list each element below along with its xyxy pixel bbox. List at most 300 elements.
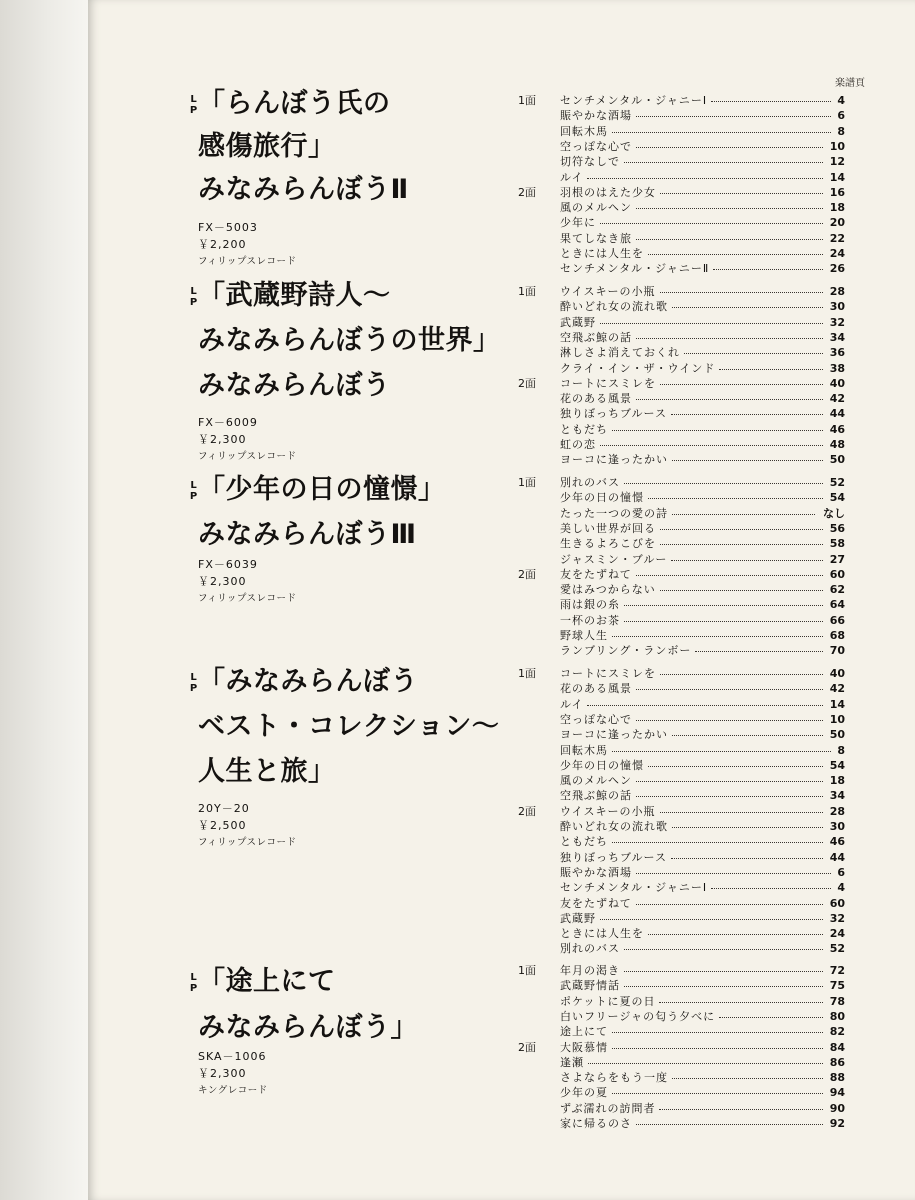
track-title: ずぶ濡れの訪問者 xyxy=(560,1101,656,1115)
track-page-number: 50 xyxy=(829,453,845,467)
record-label: フィリップスレコード xyxy=(198,451,297,462)
side-label: 1面 xyxy=(518,964,536,977)
track-title: 酔いどれ女の流れ歌 xyxy=(560,820,668,833)
track-page-number: 36 xyxy=(829,346,845,360)
track-title: 武蔵野情話 xyxy=(560,979,620,993)
track-page-number: 32 xyxy=(829,315,845,329)
track-title: 美しい世界が回る xyxy=(560,521,656,535)
dot-leader xyxy=(624,971,823,973)
track-title: 一杯のお茶 xyxy=(560,613,620,627)
dot-leader xyxy=(719,1017,823,1019)
track-page-number: 40 xyxy=(829,376,845,390)
track-row xyxy=(518,963,845,978)
track-page-number: 18 xyxy=(829,774,845,788)
dot-leader xyxy=(672,1078,823,1080)
track-page-number: 24 xyxy=(829,247,845,260)
track-row xyxy=(518,93,845,108)
track-title: 賑やかな酒場 xyxy=(560,109,632,123)
track-title: クライ・イン・ザ・ウインド xyxy=(560,361,716,375)
track-row xyxy=(518,452,845,467)
catalog-number: SKA－1006 xyxy=(198,1050,267,1063)
side-label: 2面 xyxy=(518,1040,536,1054)
track-page-number: 14 xyxy=(829,170,845,184)
track-row xyxy=(518,330,845,345)
dot-leader xyxy=(672,514,815,516)
track-page-number: 72 xyxy=(829,964,845,977)
track-title: たった一つの愛の詩 xyxy=(560,506,668,520)
track-row xyxy=(518,926,845,941)
dot-leader xyxy=(648,498,823,500)
track-page-number: 60 xyxy=(829,567,845,581)
album-title-line: みなみらんぼう」 xyxy=(198,1012,418,1043)
album-price: ￥2,200 xyxy=(198,238,247,251)
dot-leader xyxy=(711,888,831,890)
track-row xyxy=(518,422,845,437)
dot-leader xyxy=(612,1032,823,1034)
track-row xyxy=(518,681,845,696)
track-title: 風のメルヘン xyxy=(560,201,632,215)
track-page-number: 4 xyxy=(837,94,845,107)
page-column-header: 楽譜頁 xyxy=(835,78,865,89)
lp-mark-letter: P xyxy=(189,297,198,308)
track-page-number: 28 xyxy=(829,285,845,298)
dot-leader xyxy=(600,323,823,325)
track-page-number: 14 xyxy=(829,697,845,711)
album-title-line: 感傷旅行」 xyxy=(198,131,336,162)
track-page-number: 34 xyxy=(829,789,845,803)
album-price: ￥2,300 xyxy=(198,433,247,446)
track-title: 花のある風景 xyxy=(560,682,632,696)
dot-leader xyxy=(713,269,823,271)
track-row xyxy=(518,773,845,788)
track-title: 賑やかな酒場 xyxy=(560,865,632,879)
track-row xyxy=(518,215,845,230)
track-title: 途上にて xyxy=(560,1025,608,1039)
dot-leader xyxy=(660,529,823,531)
track-row xyxy=(518,536,845,551)
track-row xyxy=(518,628,845,643)
track-page-number: 6 xyxy=(837,109,845,123)
dot-leader xyxy=(612,842,823,844)
side-label: 2面 xyxy=(518,567,536,581)
dot-leader xyxy=(672,827,823,829)
track-row xyxy=(518,124,845,139)
track-row xyxy=(518,697,845,712)
track-title: 独りぼっちブルース xyxy=(560,407,668,421)
dot-leader xyxy=(587,178,823,180)
dot-leader xyxy=(612,132,831,134)
lp-mark-letter: L xyxy=(190,94,197,105)
dot-leader xyxy=(660,292,823,294)
track-title: 風のメルヘン xyxy=(560,774,632,788)
track-row xyxy=(518,361,845,376)
track-row xyxy=(518,200,845,215)
track-title: ジャスミン・ブルー xyxy=(560,552,668,566)
track-row xyxy=(518,758,845,773)
track-page-number: 92 xyxy=(829,1117,845,1130)
track-title: ヨーコに逢ったかい xyxy=(560,453,668,467)
album-price: ￥2,300 xyxy=(198,1067,247,1080)
dot-leader xyxy=(636,147,823,149)
track-title: 虹の恋 xyxy=(560,438,596,451)
track-row xyxy=(518,1040,845,1055)
track-row xyxy=(518,552,845,567)
dot-leader xyxy=(672,307,823,309)
lp-mark-letter: L xyxy=(190,972,197,983)
track-row xyxy=(518,896,845,911)
track-row xyxy=(518,376,845,391)
track-page-number: 46 xyxy=(829,835,845,849)
track-row xyxy=(518,941,845,956)
track-page-number: 30 xyxy=(829,820,845,833)
track-row xyxy=(518,1116,845,1131)
album-price: ￥2,500 xyxy=(198,819,247,832)
track-title: ウイスキーの小瓶 xyxy=(560,285,656,298)
track-row xyxy=(518,597,845,612)
track-page-number: 22 xyxy=(829,231,845,245)
track-title: 雨は銀の糸 xyxy=(560,598,620,612)
dot-leader xyxy=(671,414,823,416)
track-title: 生きるよろこびを xyxy=(560,537,656,551)
album-title-line: 「少年の日の憧憬」 xyxy=(198,474,446,505)
track-page-number: 54 xyxy=(829,491,845,505)
lp-mark-letter: P xyxy=(189,983,198,994)
track-row xyxy=(518,1085,845,1100)
track-page-number: 40 xyxy=(829,667,845,680)
track-title: 少年の夏 xyxy=(560,1086,608,1100)
track-title: コートにスミレを xyxy=(560,376,656,390)
track-row xyxy=(518,834,845,849)
track-page-number: 30 xyxy=(829,300,845,314)
track-row xyxy=(518,911,845,926)
track-page-number: 82 xyxy=(829,1025,845,1039)
track-title: ともだち xyxy=(560,835,608,849)
lp-mark-letter: P xyxy=(189,491,198,502)
track-row xyxy=(518,1009,845,1024)
track-row xyxy=(518,108,845,123)
track-row xyxy=(518,170,845,185)
track-page-number: 44 xyxy=(829,850,845,864)
dot-leader xyxy=(660,812,823,814)
catalog-number: FX－6009 xyxy=(198,416,258,429)
track-title: コートにスミレを xyxy=(560,667,656,680)
track-title: さよならをもう一度 xyxy=(560,1071,668,1085)
track-row xyxy=(518,490,845,505)
dot-leader xyxy=(684,353,823,355)
track-page-number: 50 xyxy=(829,728,845,742)
track-page-number: 16 xyxy=(829,185,845,199)
track-title: 回転木馬 xyxy=(560,124,608,138)
track-page-number: 94 xyxy=(829,1086,845,1100)
side-label: 1面 xyxy=(518,94,536,107)
track-row xyxy=(518,666,845,681)
track-page-number: 26 xyxy=(829,262,845,276)
track-page-number: 10 xyxy=(829,139,845,153)
dot-leader xyxy=(600,919,823,921)
track-title: 年月の渇き xyxy=(560,964,620,977)
record-label: フィリップスレコード xyxy=(198,593,297,604)
track-row xyxy=(518,1101,845,1116)
track-title: 別れのバス xyxy=(560,476,620,489)
album-title-line: みなみらんぼうⅢ xyxy=(198,519,417,550)
track-row xyxy=(518,475,845,490)
track-page-number: 18 xyxy=(829,201,845,215)
track-title: 独りぼっちブルース xyxy=(560,850,668,864)
track-row xyxy=(518,521,845,536)
dot-leader xyxy=(719,369,823,371)
track-row xyxy=(518,284,845,299)
track-page-number: 8 xyxy=(837,743,845,757)
track-title: ともだち xyxy=(560,422,608,436)
album-title-line: 人生と旅」 xyxy=(198,756,336,787)
album-title-line: ベスト・コレクション～ xyxy=(198,711,500,742)
track-row xyxy=(518,185,845,200)
track-page-number: 42 xyxy=(829,682,845,696)
track-row xyxy=(518,1024,845,1039)
track-row xyxy=(518,850,845,865)
track-row xyxy=(518,506,845,521)
track-title: 大阪慕情 xyxy=(560,1040,608,1054)
album-title-line: みなみらんぼう xyxy=(198,370,391,401)
track-page-number: 8 xyxy=(837,124,845,138)
track-row xyxy=(518,154,845,169)
track-page-number: 20 xyxy=(829,216,845,230)
track-title: ルイ xyxy=(560,170,584,184)
track-title: 逢瀬 xyxy=(560,1055,584,1069)
track-row xyxy=(518,406,845,421)
side-label: 1面 xyxy=(518,667,536,680)
dot-leader xyxy=(612,1093,823,1095)
side-label: 1面 xyxy=(518,476,536,489)
dot-leader xyxy=(636,208,823,210)
album-title-line: みなみらんぼうⅡ xyxy=(198,174,409,205)
track-page-number: 75 xyxy=(829,979,845,993)
lp-mark-letter: L xyxy=(190,672,197,683)
lp-mark-letter: P xyxy=(189,105,198,116)
track-row xyxy=(518,261,845,276)
dot-leader xyxy=(636,338,823,340)
dot-leader xyxy=(636,873,831,875)
track-page-number: 52 xyxy=(829,476,845,489)
side-label: 2面 xyxy=(518,185,536,199)
track-title: 空っぽな心で xyxy=(560,139,632,153)
record-label: フィリップスレコード xyxy=(198,256,297,267)
track-row xyxy=(518,994,845,1009)
book-binding-edge xyxy=(0,0,88,1200)
lp-mark-letter: L xyxy=(190,286,197,297)
track-page-number: 78 xyxy=(829,994,845,1008)
track-page-number: 68 xyxy=(829,629,845,642)
track-title: ときには人生を xyxy=(560,247,644,260)
album-price: ￥2,300 xyxy=(198,575,247,588)
dot-leader xyxy=(660,590,823,592)
dot-leader xyxy=(587,705,823,707)
dot-leader xyxy=(711,101,831,103)
track-title: 切符なしで xyxy=(560,155,620,169)
album-title-line: 「武蔵野詩人～ xyxy=(198,280,391,311)
track-page-number: 66 xyxy=(829,613,845,627)
track-title: 愛はみつからない xyxy=(560,583,656,597)
track-title: センチメンタル・ジャニーⅠ xyxy=(560,94,708,107)
track-page-number: 90 xyxy=(829,1101,845,1115)
track-page-number: 12 xyxy=(829,155,845,169)
track-page-number: 6 xyxy=(837,865,845,879)
track-page-number: 34 xyxy=(829,330,845,344)
track-title: 少年の日の憧憬 xyxy=(560,758,644,772)
dot-leader xyxy=(612,430,823,432)
track-page-number: 27 xyxy=(829,552,845,566)
track-row xyxy=(518,391,845,406)
track-page-number: 88 xyxy=(829,1071,845,1085)
track-row xyxy=(518,712,845,727)
track-page-number: 58 xyxy=(829,537,845,551)
track-title: 酔いどれ女の流れ歌 xyxy=(560,300,668,314)
dot-leader xyxy=(660,193,823,195)
track-page-number: 80 xyxy=(829,1009,845,1023)
track-page-number: 60 xyxy=(829,896,845,910)
dot-leader xyxy=(659,1002,823,1004)
dot-leader xyxy=(695,651,823,653)
track-row xyxy=(518,345,845,360)
track-title: 空っぽな心で xyxy=(560,712,632,726)
track-page-number: 54 xyxy=(829,758,845,772)
dot-leader xyxy=(636,1124,823,1126)
dot-leader xyxy=(636,904,823,906)
track-title: 花のある風景 xyxy=(560,392,632,406)
dot-leader xyxy=(624,483,823,485)
track-row xyxy=(518,788,845,803)
track-row xyxy=(518,139,845,154)
track-row xyxy=(518,643,845,658)
dot-leader xyxy=(612,751,831,753)
track-page-number: 46 xyxy=(829,422,845,436)
album-title-line: 「途上にて xyxy=(198,966,336,997)
track-title: ポケットに夏の日 xyxy=(560,994,656,1008)
track-title: センチメンタル・ジャニーⅠ xyxy=(560,881,708,895)
track-page-number: 44 xyxy=(829,407,845,421)
track-title: 空飛ぶ鯨の話 xyxy=(560,330,632,344)
dot-leader xyxy=(624,949,823,951)
track-page-number: 38 xyxy=(829,361,845,375)
dot-leader xyxy=(636,116,831,118)
catalog-number: FX－6039 xyxy=(198,558,258,571)
dot-leader xyxy=(624,986,823,988)
track-page-number: 64 xyxy=(829,598,845,612)
album-title-line: みなみらんぼうの世界」 xyxy=(198,325,501,356)
dot-leader xyxy=(624,621,823,623)
track-page-number: 70 xyxy=(829,644,845,658)
album-title-line: 「みなみらんぼう xyxy=(198,666,418,697)
track-title: 別れのバス xyxy=(560,942,620,956)
dot-leader xyxy=(659,1109,823,1111)
track-page-number: 86 xyxy=(829,1055,845,1069)
track-title: ルイ xyxy=(560,697,584,711)
dot-leader xyxy=(636,575,823,577)
track-page-number: 62 xyxy=(829,583,845,597)
track-row xyxy=(518,613,845,628)
track-title: 武蔵野 xyxy=(560,315,596,329)
track-row xyxy=(518,246,845,261)
track-page-number: 10 xyxy=(829,712,845,726)
track-row xyxy=(518,880,845,895)
catalog-number: 20Y－20 xyxy=(198,802,250,815)
track-title: ときには人生を xyxy=(560,927,644,941)
track-page-number: 28 xyxy=(829,804,845,818)
track-row xyxy=(518,804,845,819)
track-row xyxy=(518,743,845,758)
track-title: 羽根のはえた少女 xyxy=(560,185,656,199)
track-title: ウイスキーの小瓶 xyxy=(560,804,656,818)
track-row xyxy=(518,1070,845,1085)
dot-leader xyxy=(636,399,823,401)
track-title: 少年に xyxy=(560,216,596,230)
track-row xyxy=(518,727,845,742)
dot-leader xyxy=(648,934,823,936)
album-title-line: 「らんぼう氏の xyxy=(198,88,391,119)
side-label: 2面 xyxy=(518,376,536,390)
dot-leader xyxy=(600,445,823,447)
side-label: 2面 xyxy=(518,804,536,818)
track-row xyxy=(518,299,845,314)
dot-leader xyxy=(612,1048,823,1050)
dot-leader xyxy=(671,560,823,562)
track-page-number: 24 xyxy=(829,927,845,941)
dot-leader xyxy=(624,605,823,607)
track-page-number: 56 xyxy=(829,521,845,535)
dot-leader xyxy=(588,1063,823,1065)
track-title: 野球人生 xyxy=(560,629,608,642)
dot-leader xyxy=(636,720,823,722)
track-title: 白いフリージャの匂う夕べに xyxy=(560,1009,716,1023)
track-title: 果てしなき旅 xyxy=(560,231,632,245)
track-page-number: 32 xyxy=(829,911,845,925)
track-title: 淋しさよ消えておくれ xyxy=(560,346,680,360)
track-page-number: 42 xyxy=(829,392,845,406)
record-label: キングレコード xyxy=(198,1085,268,1096)
record-label: フィリップスレコード xyxy=(198,837,297,848)
dot-leader xyxy=(636,239,823,241)
track-row xyxy=(518,582,845,597)
dot-leader xyxy=(660,544,823,546)
track-title: ヨーコに逢ったかい xyxy=(560,728,668,742)
track-row xyxy=(518,567,845,582)
dot-leader xyxy=(648,254,823,256)
track-title: センチメンタル・ジャニーⅡ xyxy=(560,262,710,276)
catalog-number: FX－5003 xyxy=(198,221,258,234)
track-title: 空飛ぶ鯨の話 xyxy=(560,789,632,803)
dot-leader xyxy=(636,796,823,798)
track-page-number: 48 xyxy=(829,438,845,451)
dot-leader xyxy=(660,674,823,676)
track-page-number: 52 xyxy=(829,942,845,956)
dot-leader xyxy=(648,766,823,768)
track-title: ランブリング・ランボー xyxy=(560,644,692,658)
track-title: 回転木馬 xyxy=(560,743,608,757)
track-page-number: なし xyxy=(823,506,845,520)
dot-leader xyxy=(672,460,823,462)
dot-leader xyxy=(660,384,823,386)
track-row xyxy=(518,865,845,880)
side-label: 1面 xyxy=(518,285,536,298)
track-row xyxy=(518,315,845,330)
lp-mark-letter: L xyxy=(190,480,197,491)
dot-leader xyxy=(636,781,823,783)
dot-leader xyxy=(672,735,823,737)
track-title: 家に帰るのさ xyxy=(560,1117,632,1130)
track-row xyxy=(518,231,845,246)
lp-mark-letter: P xyxy=(189,683,198,694)
track-title: 武蔵野 xyxy=(560,911,596,925)
